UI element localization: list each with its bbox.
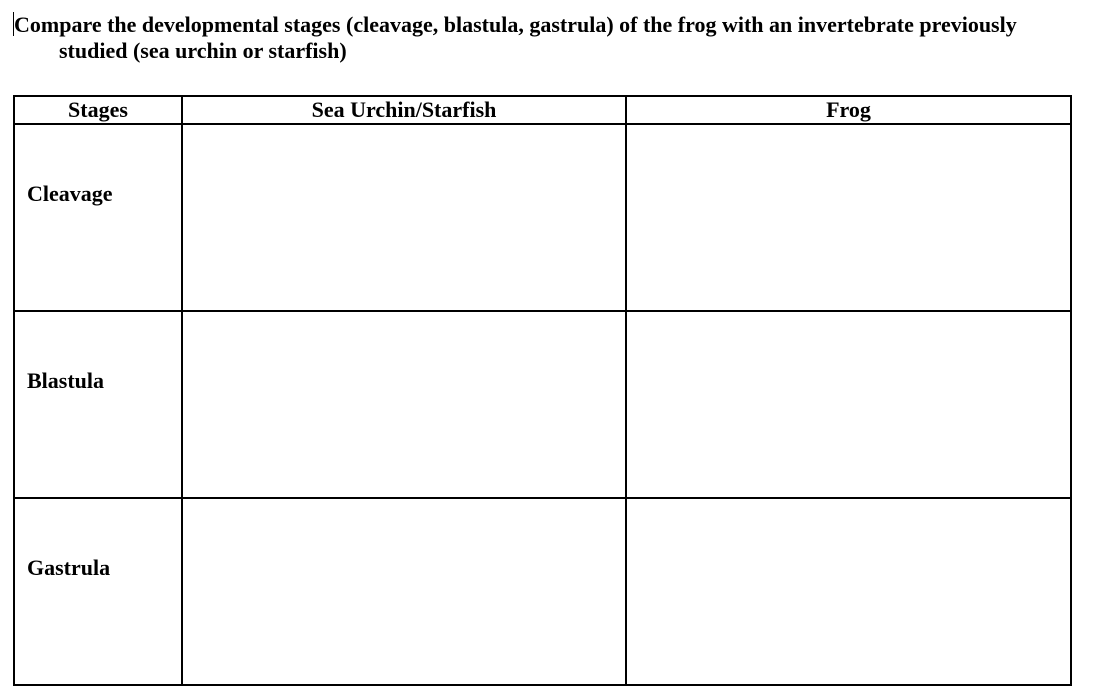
table-row-blastula [14, 311, 1071, 498]
comparison-table [13, 95, 1072, 686]
stage-label-cleavage: Cleavage [27, 181, 113, 206]
answer-cell-gastrula-frog[interactable] [626, 498, 1071, 685]
header-sea-urchin-starfish: Sea Urchin/Starfish [182, 96, 626, 124]
table-row-gastrula [14, 498, 1071, 685]
answer-cell-blastula-frog[interactable] [626, 311, 1071, 498]
stage-label-blastula: Blastula [27, 368, 105, 393]
question-prompt [14, 12, 1104, 64]
table-row-cleavage [14, 124, 1071, 311]
table-header-row [14, 96, 1071, 124]
stage-cell-gastrula [14, 498, 182, 685]
prompt-line-2: studied (sea urchin or starfish) [59, 38, 347, 63]
header-stages: Stages [14, 96, 182, 124]
answer-cell-gastrula-sea-urchin[interactable] [182, 498, 626, 685]
prompt-line-1: Compare the developmental stages (cleavage, blastula, gastrula) of the frog with an invertebrate previously [14, 12, 1017, 37]
stage-label-gastrula: Gastrula [27, 555, 111, 580]
stage-cell-cleavage [14, 124, 182, 311]
stage-cell-blastula [14, 311, 182, 498]
answer-cell-cleavage-sea-urchin[interactable] [182, 124, 626, 311]
answer-cell-cleavage-frog[interactable] [626, 124, 1071, 311]
answer-cell-blastula-sea-urchin[interactable] [182, 311, 626, 498]
header-frog: Frog [626, 96, 1071, 124]
